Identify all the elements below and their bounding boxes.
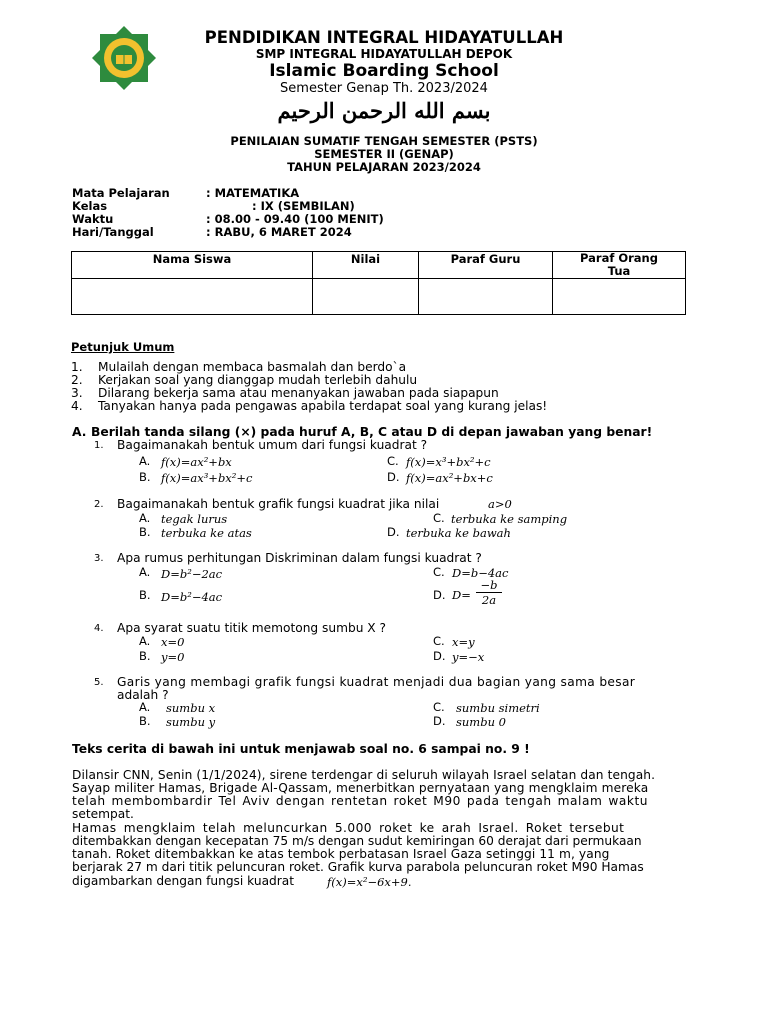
option-text: D= — [452, 588, 471, 602]
header-teacher-signature: Paraf Guru — [419, 252, 553, 279]
story-line: berjarak 27 m dari titik peluncuran roket. Grafik kurva parabola peluncuran roket M90 Hamas — [72, 860, 644, 874]
story-line: telah membombardir Tel Aviv dengan rentetan roket M90 pada tengah malam waktu — [72, 794, 649, 808]
option-text: terbuka ke bawah — [406, 526, 511, 540]
question-number: 1. — [94, 440, 104, 451]
option-text: f(x)=ax²+bx — [161, 455, 232, 469]
header-parent-line1: Paraf Orang — [580, 251, 658, 265]
story-heading: Teks cerita di bawah ini untuk menjawab soal no. 6 sampai no. 9 ! — [72, 742, 530, 756]
option-label[interactable]: B. — [139, 714, 151, 728]
question-text: Apa syarat suatu titik memotong sumbu X ? — [117, 621, 386, 635]
option-text: sumbu 0 — [456, 715, 506, 729]
option-text: D=b²−4ac — [161, 590, 223, 604]
option-text: terbuka ke atas — [161, 526, 252, 540]
option-label[interactable]: A. — [139, 634, 151, 648]
option-text: D=b²−2ac — [161, 567, 223, 581]
fraction-numerator: −b — [476, 579, 502, 593]
question-math: a>0 — [488, 497, 512, 511]
story-line: digambarkan dengan fungsi kuadrat — [72, 874, 295, 888]
cell-student-name[interactable] — [72, 279, 313, 315]
question-text-continued: adalah ? — [117, 688, 169, 702]
info-label-date: Hari/Tanggal — [72, 225, 154, 239]
info-label-subject: Mata Pelajaran — [72, 186, 170, 200]
info-label-time: Waktu — [72, 212, 114, 226]
option-label[interactable]: D. — [387, 470, 400, 484]
question-text: Bagaimanakah bentuk umum dari fungsi kuadrat ? — [117, 438, 428, 452]
info-label-class: Kelas — [72, 199, 108, 213]
option-label[interactable]: C. — [433, 700, 445, 714]
option-text: x=y — [452, 635, 475, 649]
option-label[interactable]: B. — [139, 649, 151, 663]
instructions-title: Petunjuk Umum — [71, 340, 175, 354]
header-parent-line2: Tua — [607, 264, 631, 278]
info-value-subject: : MATEMATIKA — [206, 186, 300, 200]
option-text: y=0 — [161, 650, 185, 664]
instruction-number: 2. — [71, 373, 83, 387]
story-line: tanah. Roket ditembakkan ke atas tembok perbatasan Israel Gaza setinggi 11 m, yang — [72, 847, 610, 861]
option-text: y=−x — [452, 650, 485, 664]
student-signature-table — [71, 251, 686, 315]
option-label[interactable]: D. — [433, 714, 446, 728]
option-label[interactable]: A. — [139, 454, 151, 468]
option-text: D=b−4ac — [452, 566, 509, 580]
option-text: tegak lurus — [161, 512, 228, 526]
info-value-date: : RABU, 6 MARET 2024 — [206, 225, 352, 239]
option-label[interactable]: D. — [387, 525, 400, 539]
basmalah: بسم الله الرحمن الرحيم — [277, 98, 491, 123]
question-text: Garis yang membagi grafik fungsi kuadrat menjadi dua bagian yang sama besar — [117, 675, 636, 689]
story-line: ditembakkan dengan kecepatan 75 m/s dengan sudut kemiringan 60 derajat dari permukaan — [72, 834, 642, 848]
question-number: 2. — [94, 499, 104, 510]
instruction-number: 3. — [71, 386, 83, 400]
option-text: terbuka ke samping — [451, 512, 568, 526]
option-label[interactable]: C. — [433, 634, 445, 648]
option-label[interactable]: D. — [433, 649, 446, 663]
story-line: Hamas mengklaim telah meluncurkan 5.000 roket ke arah Israel. Roket tersebut — [72, 821, 625, 835]
header-parent-signature — [553, 252, 686, 279]
option-text: f(x)=ax³+bx²+c — [161, 471, 253, 485]
option-label[interactable]: A. — [139, 511, 151, 525]
cell-teacher-signature[interactable] — [419, 279, 553, 315]
cell-parent-signature[interactable] — [553, 279, 686, 315]
option-label[interactable]: C. — [433, 565, 445, 579]
info-value-time: : 08.00 - 09.40 (100 MENIT) — [206, 212, 384, 226]
fraction-denominator: 2a — [481, 593, 497, 607]
header-student-name: Nama Siswa — [72, 252, 313, 279]
instruction-number: 4. — [71, 399, 83, 413]
option-label[interactable]: B. — [139, 470, 151, 484]
option-text: sumbu y — [166, 715, 216, 729]
instruction-item: Mulailah dengan membaca basmalah dan berdo`a — [98, 360, 407, 374]
option-label[interactable]: B. — [139, 588, 151, 602]
question-text: Bagaimanakah bentuk grafik fungsi kuadrat jika nilai — [117, 497, 440, 511]
option-label[interactable]: C. — [433, 511, 445, 525]
question-number: 5. — [94, 677, 104, 688]
exam-semester: SEMESTER II (GENAP) — [314, 147, 454, 161]
exam-title: PENILAIAN SUMATIF TENGAH SEMESTER (PSTS) — [230, 134, 538, 148]
cell-score[interactable] — [313, 279, 419, 315]
option-text: sumbu simetri — [456, 701, 540, 715]
story-equation: f(x)=x²−6x+9. — [327, 875, 412, 889]
info-value-class: : IX (SEMBILAN) — [252, 199, 355, 213]
instruction-item: Kerjakan soal yang dianggap mudah terlebih dahulu — [98, 373, 418, 387]
exam-year: TAHUN PELAJARAN 2023/2024 — [287, 160, 481, 174]
option-label[interactable]: C. — [387, 454, 399, 468]
option-label[interactable]: B. — [139, 525, 151, 539]
question-text: Apa rumus perhitungan Diskriminan dalam fungsi kuadrat ? — [117, 551, 482, 565]
section-a-instruction: Berilah tanda silang (×) pada huruf A, B, C atau D di depan jawaban yang benar! — [91, 425, 653, 439]
option-text: f(x)=x³+bx²+c — [406, 455, 491, 469]
story-line: setempat. — [72, 807, 134, 821]
header-score: Nilai — [313, 252, 419, 279]
semester-label: Semester Genap Th. 2023/2024 — [280, 81, 488, 96]
institution-title: PENDIDIKAN INTEGRAL HIDAYATULLAH — [204, 28, 564, 47]
option-label[interactable]: A. — [139, 700, 151, 714]
instruction-item: Dilarang bekerja sama atau menanyakan jawaban pada siapapun — [98, 386, 499, 400]
story-line: Dilansir CNN, Senin (1/1/2024), sirene terdengar di seluruh wilayah Israel selatan dan tengah. — [72, 768, 656, 782]
option-text: f(x)=ax²+bx+c — [406, 471, 493, 485]
instruction-number: 1. — [71, 360, 83, 374]
story-line: Sayap militer Hamas, Brigade Al-Qassam, menerbitkan pernyataan yang mengklaim mereka — [72, 781, 649, 795]
school-name: SMP INTEGRAL HIDAYATULLAH DEPOK — [255, 47, 513, 61]
instruction-item: Tanyakan hanya pada pengawas apabila terdapat soal yang kurang jelas! — [98, 399, 548, 413]
question-number: 4. — [94, 623, 104, 634]
option-label[interactable]: D. — [433, 588, 446, 602]
section-a-letter: A. — [72, 425, 87, 439]
program-name: Islamic Boarding School — [269, 61, 499, 81]
option-text: x=0 — [161, 635, 185, 649]
option-label[interactable]: A. — [139, 565, 151, 579]
question-number: 3. — [94, 553, 104, 564]
option-text: sumbu x — [166, 701, 216, 715]
